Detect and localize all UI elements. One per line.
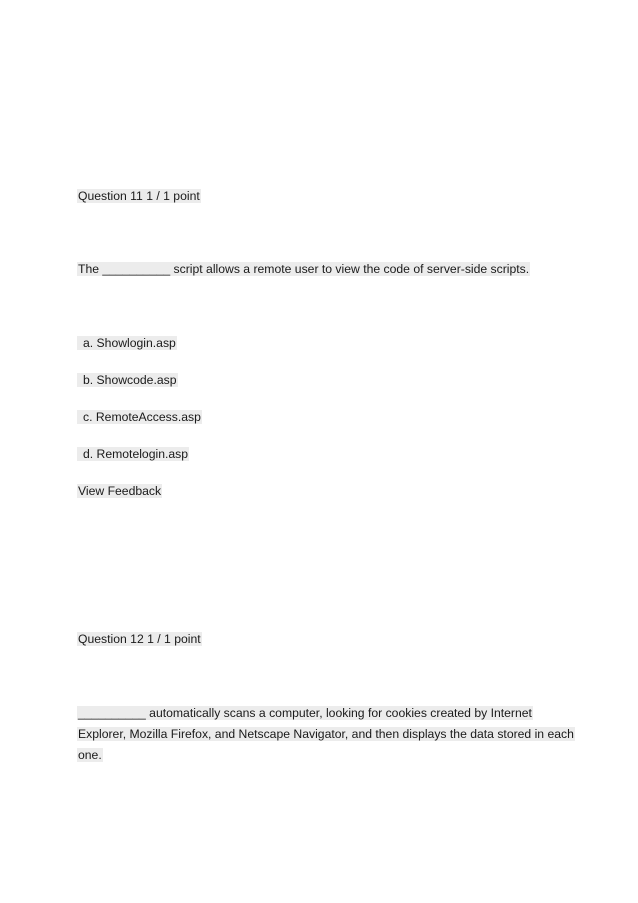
option-b[interactable]: b. Showcode.asp bbox=[77, 372, 178, 389]
question-11-header: Question 11 1 / 1 point bbox=[78, 189, 200, 203]
option-d[interactable]: d. Remotelogin.asp bbox=[77, 446, 189, 463]
question-12-text-line-1: __________ automatically scans a computer, looking for cookies created by Internet bbox=[78, 706, 532, 720]
question-12-header: Question 12 1 / 1 point bbox=[78, 632, 201, 646]
option-c[interactable]: c. RemoteAccess.asp bbox=[77, 409, 202, 426]
view-feedback-link[interactable]: View Feedback bbox=[78, 484, 162, 498]
option-a[interactable]: a. Showlogin.asp bbox=[77, 335, 177, 352]
question-12-text-line-2: Explorer, Mozilla Firefox, and Netscape Navigator, and then displays the data stored in each bbox=[78, 727, 574, 741]
question-12-text-line-3: one. bbox=[78, 748, 102, 762]
question-11-text: The __________ script allows a remote user to view the code of server-side scripts. bbox=[78, 262, 530, 276]
